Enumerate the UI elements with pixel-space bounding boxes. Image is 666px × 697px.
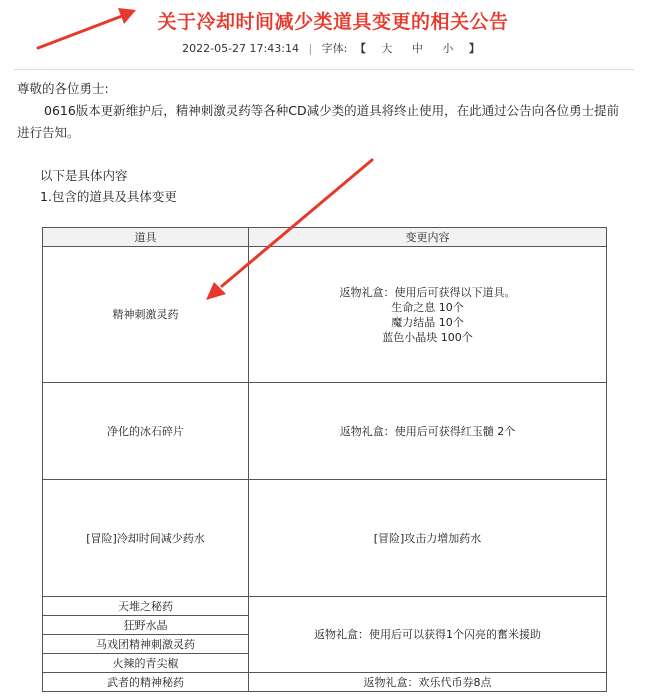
greeting: 尊敬的各位勇士: xyxy=(17,81,109,96)
item-cell: 火辣的青尖椒 xyxy=(43,654,249,673)
change-cell: 返物礼盒：欢乐代币券8点 xyxy=(249,673,607,692)
announcement-title: 关于冷却时间减少类道具变更的相关公告 xyxy=(157,11,509,33)
change-cell: [冒险]攻击力增加药水 xyxy=(249,480,607,597)
item-cell: 天堆之秘药 xyxy=(43,597,249,616)
font-size-medium-button[interactable]: 中 xyxy=(411,42,423,55)
font-size-label: 字体: xyxy=(321,42,348,55)
item-cell: 净化的冰石碎片 xyxy=(43,383,249,480)
arrow-to-title-line xyxy=(38,16,122,48)
bracket-open: 【 xyxy=(354,42,366,55)
change-cell: 返物礼盒：使用后可获得红玉髓 2个 xyxy=(249,383,607,480)
bracket-close: 】 xyxy=(468,42,480,55)
section-title: 1.包含的道具及具体变更 xyxy=(40,189,177,204)
item-cell: [冒险]冷却时间减少药水 xyxy=(43,480,249,597)
meta-separator: | xyxy=(308,42,313,55)
item-cell: 狂野水晶 xyxy=(43,616,249,635)
change-line: 蓝色小晶块 100个 xyxy=(382,330,473,344)
font-size-large-button[interactable]: 大 xyxy=(381,42,393,55)
item-cell: 精神刺激灵药 xyxy=(43,247,249,383)
change-line: 返物礼盒：使用后可获得以下道具。 xyxy=(339,285,516,299)
arrow-to-item-line xyxy=(222,160,372,286)
intro-paragraph: 0616版本更新维护后，精神刺激灵药等各种CD减少类的道具将终止使用，在此通过公告向各位勇士提前进行告知。 xyxy=(17,103,620,140)
header-item: 道具 xyxy=(43,228,249,247)
header-change: 变更内容 xyxy=(249,228,607,247)
section-intro: 以下是具体内容 xyxy=(40,168,128,183)
post-datetime: 2022-05-27 17:43:14 xyxy=(182,42,299,55)
annotation-arrow-group xyxy=(38,8,372,300)
change-cell-group: 返物礼盒：使用后可以获得1个闪亮的奮米援助 xyxy=(249,597,607,673)
change-line: 生命之息 10个 xyxy=(391,300,464,314)
font-size-small-button[interactable]: 小 xyxy=(442,42,454,55)
change-line: 魔力结晶 10个 xyxy=(391,315,464,329)
item-cell: 武者的精神秘药 xyxy=(43,673,249,692)
item-cell: 马戏团精神刺激灵药 xyxy=(43,635,249,654)
